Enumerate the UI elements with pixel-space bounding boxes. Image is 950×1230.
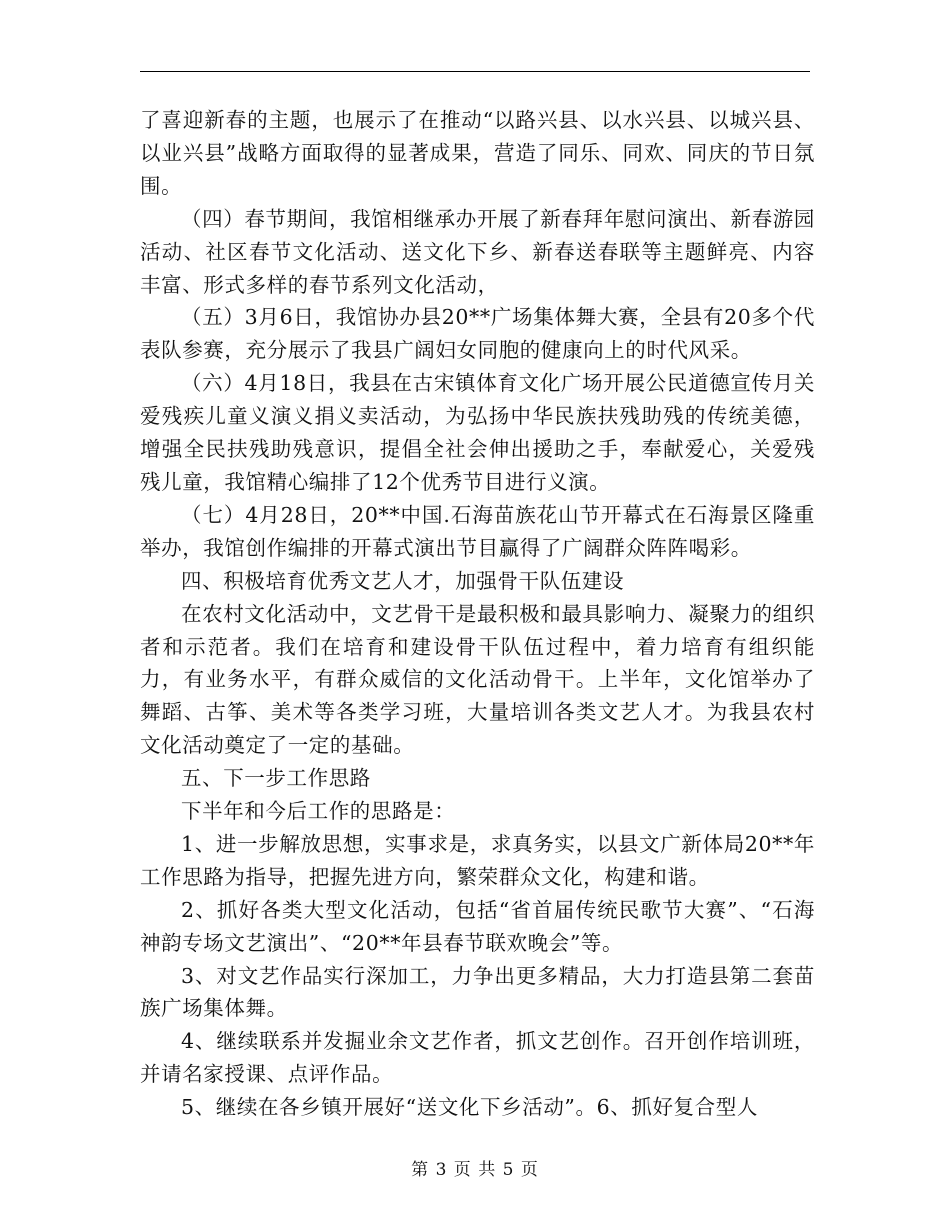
section-heading-5: 五、下一步工作思路 [181, 766, 371, 791]
document-body [140, 104, 815, 1124]
section-heading-4: 四、积极培育优秀文艺人才，加强骨干队伍建设 [181, 568, 625, 593]
plan-item-2: 2、抓好各类大型文化活动，包括“省首届传统民歌节大赛”、“石海神韵专场文艺演出”、“20**年县春节联欢晚会”等。 [140, 897, 815, 955]
plan-item-4: 4、继续联系并发掘业余文艺作者，抓文艺创作。召开创作培训班，并请名家授课、点评作品。 [140, 1029, 815, 1087]
paragraph-item-7: （七）4月28日，20**中国.石海苗族花山节开幕式在石海景区隆重举办，我馆创作编排的开幕式演出节目赢得了广阔群众阵阵喝彩。 [140, 502, 815, 560]
paragraph-item-4: （四）春节期间，我馆相继承办开展了新春拜年慰问演出、新春游园活动、社区春节文化活动、送文化下乡、新春送春联等主题鲜亮、内容丰富、形式多样的春节系列文化活动， [140, 206, 815, 297]
plan-item-1: 1、进一步解放思想，实事求是，求真务实，以县文广新体局20**年工作思路为指导，把握先进方向，繁荣群众文化，构建和谐。 [140, 831, 815, 889]
header-rule [140, 71, 810, 72]
paragraph-intro-continued: 了喜迎新春的主题，也展示了在推动“以路兴县、以水兴县、以城兴县、以业兴县”战略方面取得的显著成果，营造了同乐、同欢、同庆的节日氛围。 [140, 108, 815, 198]
paragraph-item-6: （六）4月18日，我县在古宋镇体育文化广场开展公民道德宣传月关爱残疾儿童义演义捐义卖活动，为弘扬中华民族扶残助残的传统美德，增强全民扶残助残意识，提倡全社会伸出援助之手，奉献爱心，关爱残残儿童，我馆精心编排了12个优秀节目进行义演。 [140, 371, 815, 494]
page-number-footer: 第 3 页 共 5 页 [411, 1160, 539, 1180]
paragraph-plan-intro: 下半年和今后工作的思路是： [181, 799, 456, 824]
paragraph-talent: 在农村文化活动中，文艺骨干是最积极和最具影响力、凝聚力的组织者和示范者。我们在培育和建设骨干队伍过程中，着力培育有组织能力，有业务水平，有群众威信的文化活动骨干。上半年，文化馆举办了舞蹈、古筝、美术等各类学习班，大量培训各类文艺人才。为我县农村文化活动奠定了一定的基础。 [140, 601, 815, 758]
paragraph-item-5: （五）3月6日，我馆协办县20**广场集体舞大赛，全县有20多个代表队参赛，充分展示了我县广阔妇女同胞的健康向上的时代风采。 [140, 305, 815, 363]
plan-item-5: 5、继续在各乡镇开展好“送文化下乡活动”。6、抓好复合型人 [181, 1095, 758, 1120]
plan-item-3: 3、对文艺作品实行深加工，力争出更多精品，大力打造县第二套苗族广场集体舞。 [140, 963, 815, 1021]
